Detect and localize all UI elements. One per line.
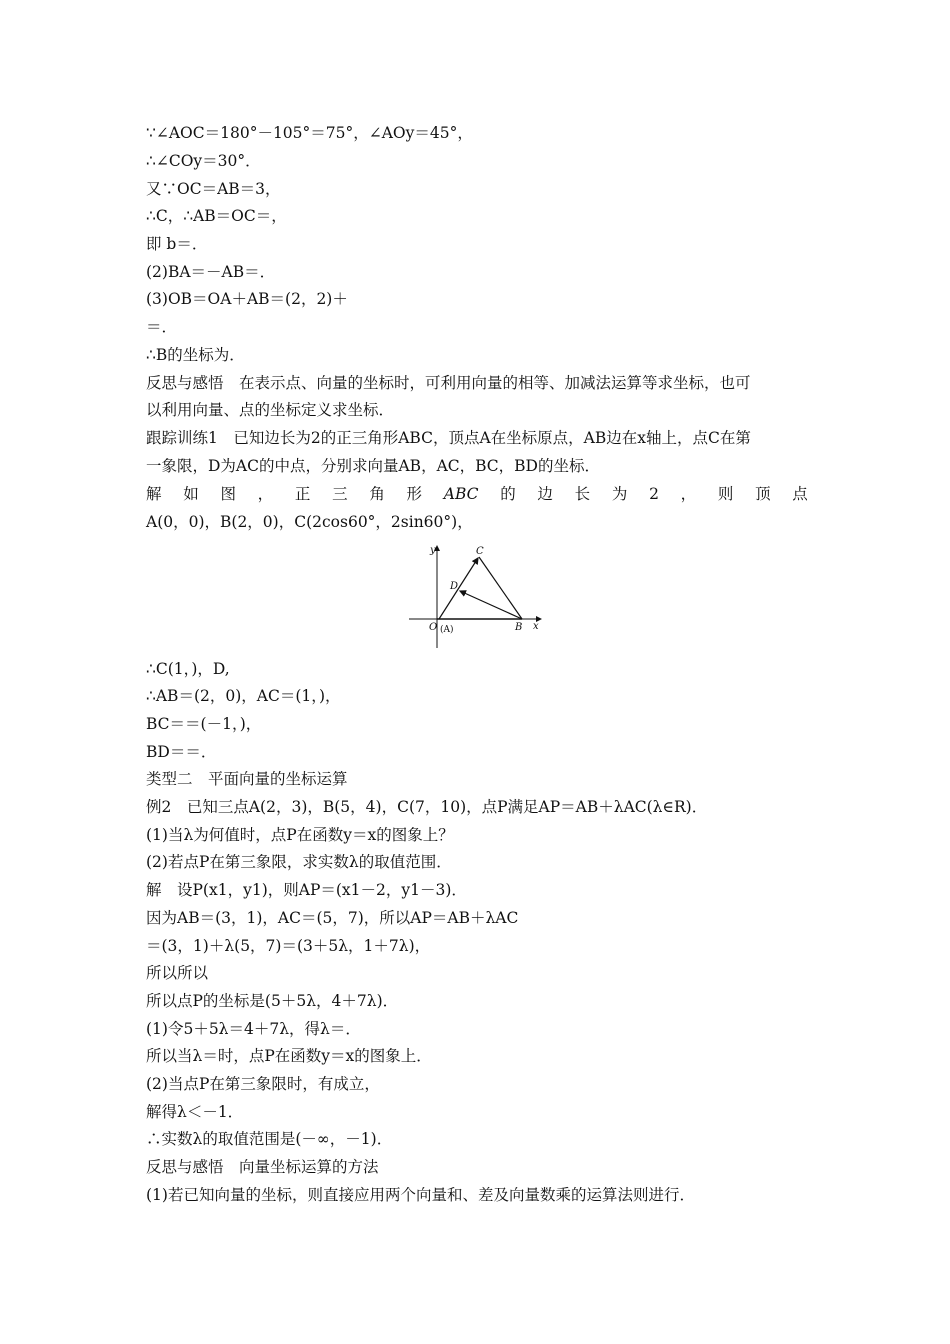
text-line: (3)OB＝OA＋AB＝(2，2)＋ — [146, 290, 348, 308]
point-c-label: C — [476, 546, 484, 557]
section-heading: 反思与感悟 在表示点、向量的坐标时，可利用向量的相等、加减法运算等求坐标，也可 — [146, 374, 751, 392]
section-heading: 类型二 平面向量的坐标运算 — [146, 770, 348, 788]
text-line: 一象限，D为AC的中点，分别求向量AB，AC，BC，BD的坐标． — [146, 457, 600, 475]
text-line: BD＝＝． — [146, 743, 217, 761]
text-line: ＝(3，1)＋λ(5，7)＝(3＋5λ，1＋7λ)， — [146, 937, 431, 955]
vector-ac — [439, 558, 478, 619]
text-line: (2)BA＝－AB＝． — [146, 263, 276, 281]
example-title: 例2 已知三点A(2，3)，B(5，4)，C(7，10)，点P满足AP＝AB＋λAC(λ∈R)． — [146, 798, 708, 816]
text-line: ∴B的坐标为． — [146, 346, 245, 364]
point-o-label: O — [429, 622, 438, 633]
text-line: 因为AB＝(3，1)，AC＝(5，7)，所以AP＝AB＋λAC — [146, 909, 519, 927]
text-line: 所以点P的坐标是(5＋5λ，4＋7λ)． — [146, 992, 399, 1010]
text-line: ∴∠COy＝30°． — [146, 152, 261, 170]
text-line: ∵∠AOC＝180°－105°＝75°，∠AOy＝45°， — [146, 124, 473, 142]
text-line: ＝． — [146, 318, 178, 336]
y-axis-label: y — [430, 545, 436, 556]
text-line: 所以所以 — [146, 964, 209, 982]
point-d-label: D — [450, 581, 459, 592]
text-line: 以利用向量、点的坐标定义求坐标． — [146, 401, 395, 419]
text-line: 即 b＝． — [146, 235, 208, 253]
text-line: ∴C，∴AB＝OC＝， — [146, 207, 287, 225]
text-line: ∴AB＝(2，0)，AC＝(1，)， — [146, 687, 341, 705]
section-heading: 反思与感悟 向量坐标运算的方法 — [146, 1158, 379, 1176]
point-a-label: (A) — [440, 625, 454, 635]
text-line: 又∵OC＝AB＝3， — [146, 180, 281, 198]
text-line: (1)令5＋5λ＝4＋7λ，得λ＝． — [146, 1020, 361, 1038]
text-line: ∴C(1，)，D, — [146, 660, 230, 678]
text-line: A(0，0)，B(2，0)，C(2cos60°，2sin60°)， — [146, 513, 473, 531]
text-line: (2)当点P在第三象限时，有成立， — [146, 1075, 380, 1093]
text-line: 解 设P(x1，y1)，则AP＝(x1－2，y1－3)． — [146, 881, 467, 899]
text-line: 所以当λ＝时，点P在函数y＝x的图象上． — [146, 1047, 432, 1065]
text-line: (2)若点P在第三象限，求实数λ的取值范围． — [146, 853, 452, 871]
triangle-figure — [405, 540, 545, 652]
point-b-label: B — [515, 622, 523, 633]
text-line: (1)若已知向量的坐标，则直接应用两个向量和、差及向量数乘的运算法则进行． — [146, 1186, 695, 1204]
text-line: (1)当λ为何值时，点P在函数y＝x的图象上？ — [146, 826, 454, 844]
text-line: ∴实数λ的取值范围是(－∞，－1)． — [146, 1130, 393, 1148]
exercise-title: 跟踪训练1 已知边长为2的正三角形ABC，顶点A在坐标原点，AB边在x轴上，点C在第 — [146, 429, 751, 447]
text-line: 解得λ＜－1． — [146, 1103, 244, 1121]
solution-line: 解 如 图 ， 正 三 角 形 ABC 的 边 长 为 2 ， 则 顶 点 — [146, 485, 808, 503]
text-line: BC＝＝(－1，)， — [146, 715, 262, 733]
x-axis-label: x — [533, 621, 539, 632]
